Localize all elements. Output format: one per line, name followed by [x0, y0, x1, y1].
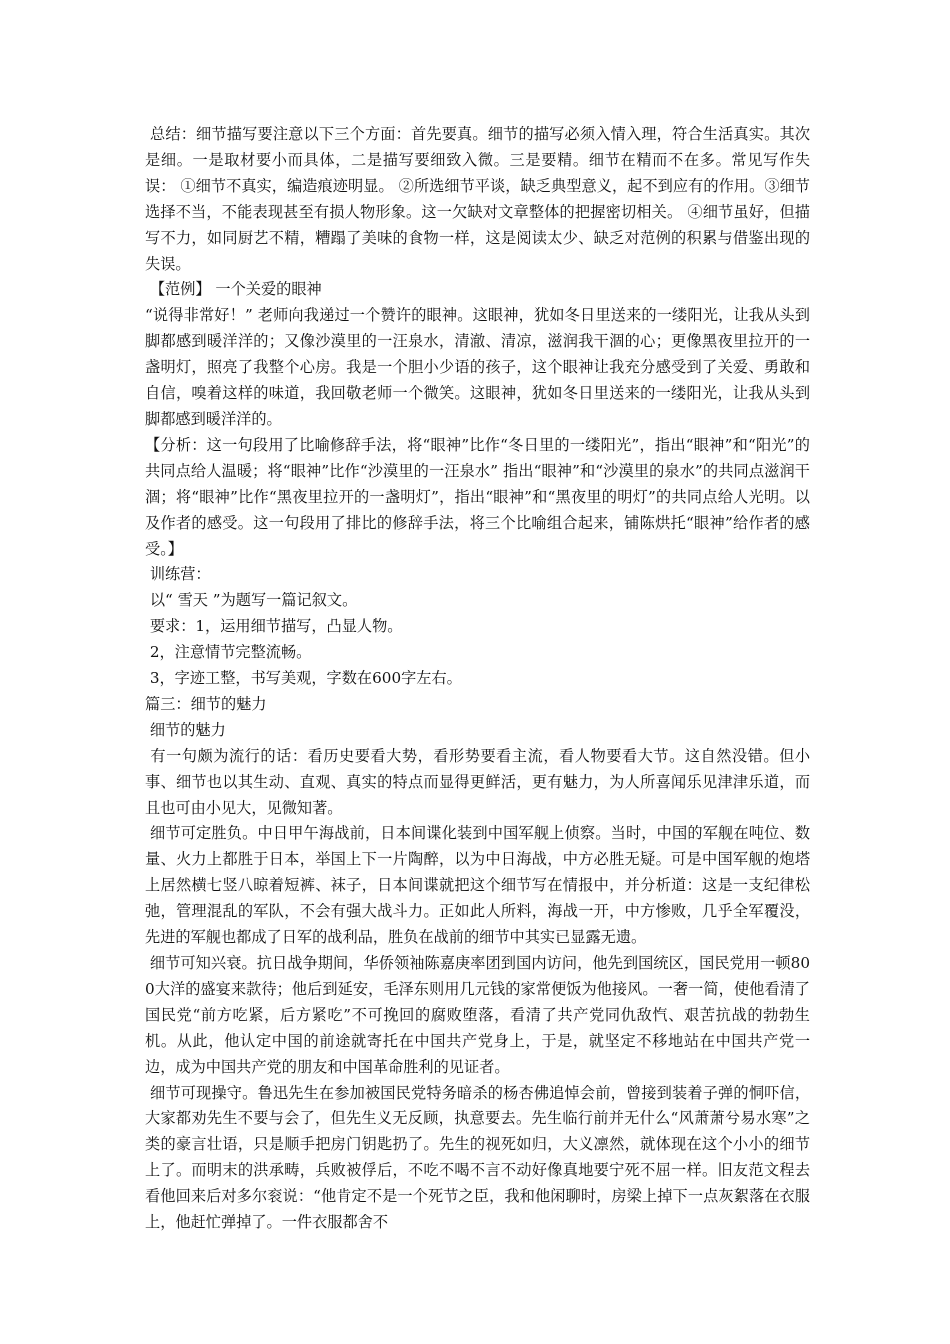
training-camp-heading: 训练营：: [145, 565, 211, 584]
example-text-paragraph: “说得非常好！” 老师向我递过一个赞许的眼神。这眼神，犹如冬日里送来的一缕阳光，让我从头到脚都感到暖洋洋的；又像沙漠里的一汪泉水，清澈、清凉，滋润我干涸的心；更像黑夜里拉开的一盏明灯，照亮了我整个心房。我是一个胆小少语的孩子，这个眼神让我充分感受到了关爱、勇敢和自信，嗅着这样的味道，我回敬老师一个微笑。这眼神，犹如冬日里送来的一缕阳光，让我从头到脚都感到暖洋洋的。: [145, 306, 810, 428]
analysis-paragraph: 【分析：这一句段用了比喻修辞手法，将“眼神”比作“冬日里的一缕阳光”，指出“眼神”和“阳光”的共同点给人温暖；将“眼神”比作“沙漠里的一汪泉水” 指出“眼神”和“沙漠里的泉水”的共同点滋润干涸；将“眼神”比作“黑夜里拉开的一盏明灯”，指出“眼神”和“黑夜里的明灯”的共同点给人光明。以及作者的感受。这一句段用了排比的修辞手法，将三个比喻组合起来，铺陈烘托“眼神”给作者的感受。】: [145, 435, 810, 558]
example-heading: 【范例】 一个关爱的眼神: [145, 280, 322, 299]
requirement-item-2: 2，注意情节完整流畅。: [145, 643, 312, 662]
essay-paragraph-victory: 细节可定胜负。中日甲午海战前，日本间谍化装到中国军舰上侦察。当时，中国的军舰在吨位、数量、火力上都胜于日本，举国上下一片陶醉，以为中日海战，中方必胜无疑。可是中国军舰的炮塔上居然横七竖八晾着短裤、袜子，日本间谍就把这个细节写在情报中，并分析道：这是一支纪律松弛，管理混乱的军队，不会有强大战斗力。正如此人所料，海战一开，中方惨败，几乎全军覆没，先进的军舰也都成了日军的战利品，胜负在战前的细节中其实已显露无遗。: [145, 824, 811, 947]
writing-prompt: 以“ 雪天 ”为题写一篇记叙文。: [145, 591, 358, 610]
requirement-item-3: 3，字迹工整，书写美观，字数在600字左右。: [145, 669, 462, 688]
essay-paragraph-integrity: 细节可现操守。鲁迅先生在参加被国民党特务暗杀的杨杏佛追悼会前，曾接到装着子弹的恫吓信，大家都劝先生不要与会了，但先生义无反顾，执意要去。先生临行前并无什么“风萧萧兮易水寒”之类的豪言壮语，只是顺手把房门钥匙扔了。先生的视死如归，大义凛然，就体现在这个小小的细节上了。而明末的洪承畴，兵败被俘后，不吃不喝不言不动好像真地要宁死不屈一样。旧友范文程去看他回来后对多尔衮说：“他肯定不是一个死节之臣，我和他闲聊时，房梁上掉下一点灰絮落在衣服上，他赶忙弹掉了。一件衣服都舍不: [145, 1083, 811, 1232]
requirement-item-1: 要求：1，运用细节描写，凸显人物。: [145, 617, 403, 636]
essay-paragraph-rise-fall: 细节可知兴衰。抗日战争期间，华侨领袖陈嘉庚率团到国内访问，他先到国统区，国民党用一顿800大洋的盛宴来款待；他后到延安，毛泽东则用几元钱的家常便饭为他接风。一奢一简，使他看清了国民党“前方吃紧，后方紧吃”不可挽回的腐败堕落，看清了共产党同仇敌忾、艰苦抗战的勃勃生机。从此，他认定中国的前途就寄托在中国共产党身上，于是，就坚定不移地站在中国共产党一边，成为中国共产党的朋友和中国革命胜利的见证者。: [145, 954, 811, 1076]
section-heading: 篇三：细节的魅力: [145, 694, 267, 713]
essay-intro-paragraph: 有一句颇为流行的话：看历史要看大势，看形势要看主流，看人物要看大节。这自然没错。但小事、细节也以其生动、直观、真实的特点而显得更鲜活，更有魅力，为人所喜闻乐见津津乐道，而且也可由小见大，见微知著。: [145, 746, 811, 817]
essay-title: 细节的魅力: [145, 720, 226, 739]
summary-paragraph: 总结：细节描写要注意以下三个方面：首先要真。细节的描写必须入情入理，符合生活真实。其次是细。一是取材要小而具体，二是描写要细致入微。三是要精。细节在精而不在多。常见写作失误： ①细节不真实，编造痕迹明显。 ②所选细节平谈，缺乏典型意义，起不到应有的作用。③细节选择不当，不能表现甚至有损人物形象。这一欠缺对文章整体的把握密切相关。 ④细节虽好，但描写不力，如同厨艺不精，糟蹋了美味的食物一样，这是阅读太少、缺乏对范例的积累与借鉴出现的失误。: [145, 125, 811, 273]
document-body: [145, 122, 810, 1236]
